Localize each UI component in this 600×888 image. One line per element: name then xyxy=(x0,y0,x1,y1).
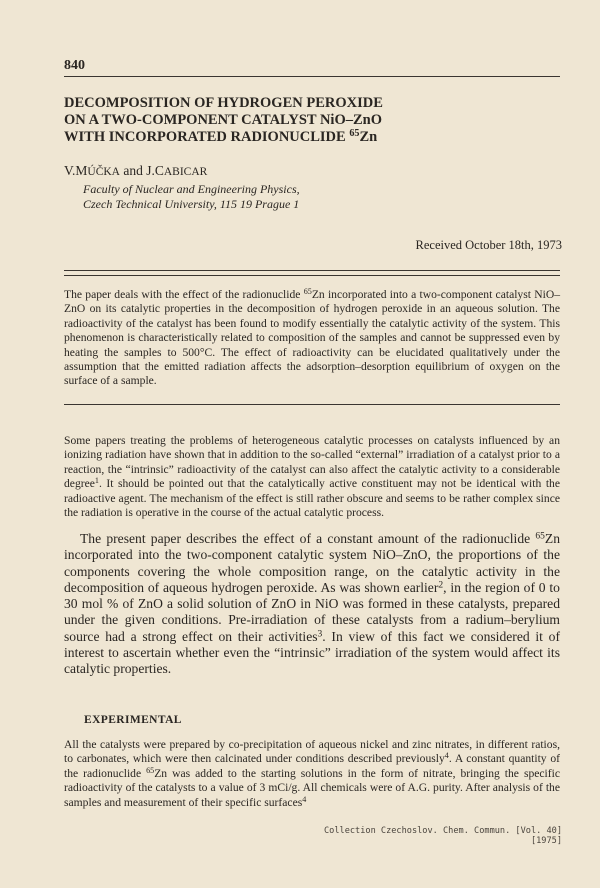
page-number: 840 xyxy=(64,58,85,73)
header-rule xyxy=(64,76,560,77)
journal-footer: Collection Czechoslov. Chem. Commun. [Vol. 40] [1975] xyxy=(324,826,562,846)
section-heading: EXPERIMENTAL xyxy=(84,714,182,726)
experimental-paragraph: All the catalysts were prepared by co-precipitation of aqueous nickel and zinc nitrates, in different ratios, to carbonates, which were then calcinated under conditions described previously$^4$. A constant quantity of the radionuclide $^{65}$Zn was added to the starting solutions in the form of nitrate, bringing the specific radioactivity of the catalysts to a value of 3 mCi/g. All chemicals were of A.G. purity. After analysis of the samples and measurement of their specific surfaces$^4$ xyxy=(64,738,560,809)
title-line: DECOMPOSITION OF HYDROGEN PEROXIDE xyxy=(64,95,383,111)
abstract-bottom-rule xyxy=(64,404,560,405)
intro-paragraph: Some papers treating the problems of heterogeneous catalytic processes on catalysts influenced by an ionizing radiation have shown that in addition to the so-called “external” irradiation of a catalyst prior to a reaction, the “intrinsic” radioactivity of the catalyst can also affect the catalytic activity to a considerable degree$^1$. It should be pointed out that the catalytically active constituent may not be identical with the radioactive agent. The mechanism of the effect is still rather obscure and seems to be rather complex since the radiation is operative in the course of the actual catalytic process. xyxy=(64,434,560,520)
received-date: Received October 18th, 1973 xyxy=(415,238,562,252)
affiliation: Faculty of Nuclear and Engineering Physics, Czech Technical University, 115 19 Prague 1 xyxy=(83,182,300,211)
abstract: The paper deals with the effect of the radionuclide $^{65}$Zn incorporated into a two-component catalyst NiO–ZnO on its catalytic properties in the decomposition of hydrogen peroxide in an aqueous solution. The radioactivity of the catalyst has been found to modify essentially the catalytic activity of the system. This phenomenon is characteristically related to composition of the samples and cannot be suppressed even by heating the samples to 500°C. The effect of radioactivity can be elucidated qualitatively under the assumption that the emitted radiation affects the adsorption–desorption equilibrium of oxygen on the surface of a sample. xyxy=(64,286,560,388)
authors: V.MÚČKA and J.CABICAR xyxy=(64,163,208,178)
abstract-top-rule xyxy=(64,275,560,276)
title-line: ON A TWO-COMPONENT CATALYST NiO–ZnO xyxy=(64,112,382,128)
title-line: WITH INCORPORATED RADIONUCLIDE $^{65}$Zn xyxy=(64,127,378,145)
article-title xyxy=(64,95,544,146)
abstract-top-rule xyxy=(64,270,560,271)
body-paragraph: The present paper describes the effect of a constant amount of the radionuclide $^{65}$Zn incorporated into the two-component catalytic system NiO–ZnO, the proportions of the components covering the whole composition range, on the catalytic activity in the decomposition of aqueous hydrogen peroxide. As was shown earlier$^2$, in the region of 0 to 30 mol % of ZnO a solid solution of ZnO in NiO was formed in these catalysts, prepared under the given conditions. Pre-irradiation of these catalysts from a radium–berylium source had a strong effect on their activities$^3$. In view of this fact we considered it of interest to ascertain whether even the “intrinsic” irradiation of the system would affect its catalytic properties. xyxy=(64,531,560,677)
